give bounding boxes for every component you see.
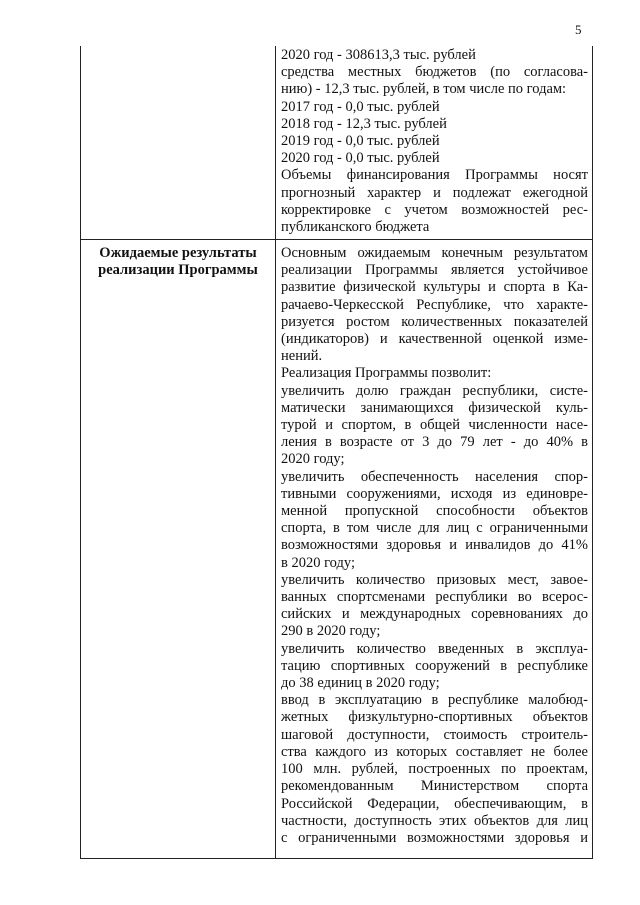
text-line: 100 млн. рублей, построенных по проектам,	[281, 761, 588, 778]
text-line: 2018 год - 12,3 тыс. рублей	[281, 115, 447, 132]
text-line: увеличить количество призовых мест, завое-	[281, 571, 588, 588]
row2-left-line: реализации Программы	[98, 262, 258, 278]
text-line: ризуется ростом количественных показателей	[281, 313, 588, 330]
row2-left-cell	[81, 245, 275, 279]
text-line: ления в возрасте от 3 до 79 лет - до 40% в	[281, 434, 588, 451]
text-line: нию) - 12,3 тыс. рублей, в том числе по годам:	[281, 81, 567, 98]
program-passport-table	[80, 46, 593, 859]
text-line: корректировке с учетом возможностей рес-	[281, 201, 588, 218]
text-line: 2017 год - 0,0 тыс. рублей	[281, 98, 440, 115]
text-line: ванных спортсменами республики во всерос-	[281, 589, 588, 606]
text-line: публиканского бюджета	[281, 219, 430, 236]
text-line: увеличить обеспеченность населения спор-	[281, 468, 588, 485]
text-line: (индикаторов) и качественной оценкой изме-	[281, 331, 588, 348]
text-line: Основным ожидаемым конечным результатом	[281, 245, 588, 261]
text-line: 2020 году;	[281, 451, 345, 468]
text-line: Российской Федерации, обеспечивающим, в	[281, 795, 588, 812]
row1-right-cell	[281, 47, 588, 236]
text-line: рекомендованным Министерством спорта	[281, 778, 588, 795]
text-line: рачаево-Черкесской Республике, что характе-	[281, 296, 588, 313]
text-line: с ограниченными возможностями здоровья и	[281, 829, 588, 846]
text-line: жетных физкультурно-спортивных объектов	[281, 709, 588, 726]
text-line: частности, доступность этих объектов для лиц	[281, 812, 588, 829]
text-line: развитие физической культуры и спорта в Ка-	[281, 279, 588, 296]
text-line: нений.	[281, 348, 323, 365]
text-line: увеличить количество введенных в эксплуа-	[281, 640, 588, 657]
text-line: Реализация Программы позволит:	[281, 365, 492, 382]
text-line: ввод в эксплуатацию в республике малобюд-	[281, 692, 588, 709]
text-line: возможностями здоровья и инвалидов до 41%	[281, 537, 588, 554]
text-line: сийских и международных соревнованиях до	[281, 606, 588, 623]
text-line: прогнозный характер и подлежат ежегодной	[281, 184, 588, 201]
text-line: до 38 единиц в 2020 году;	[281, 675, 440, 692]
text-line: тивными сооружениями, исходя из единовре-	[281, 485, 588, 502]
text-line: менной пропускной способности объектов	[281, 503, 588, 520]
text-line: шаговой доступности, стоимость строитель-	[281, 726, 588, 743]
text-line: турой и спортом, в общей численности насе-	[281, 417, 588, 434]
text-line: 2019 год - 0,0 тыс. рублей	[281, 133, 440, 150]
text-line: 2020 год - 0,0 тыс. рублей	[281, 150, 440, 167]
page-number: 5	[575, 22, 582, 37]
text-line: реализации Программы является устойчивое	[281, 262, 588, 279]
text-line: спорта, в том числе для лиц с ограниченными	[281, 520, 588, 537]
text-line: тацию спортивных сооружений в республике	[281, 657, 588, 674]
text-line: в 2020 году;	[281, 554, 355, 571]
row2-left-line: Ожидаемые результаты	[99, 245, 257, 261]
row-divider	[81, 239, 592, 240]
text-line: увеличить долю граждан республики, систе-	[281, 382, 588, 399]
text-line: 2020 год - 308613,3 тыс. рублей	[281, 47, 476, 63]
text-line: 290 в 2020 году;	[281, 623, 381, 640]
text-line: Объемы финансирования Программы носят	[281, 167, 588, 184]
text-line: ства каждого из которых составляет не более	[281, 743, 588, 760]
text-line: матически занимающихся физической куль-	[281, 399, 588, 416]
text-line: средства местных бюджетов (по согласова-	[281, 64, 588, 81]
row2-right-cell	[281, 245, 588, 847]
